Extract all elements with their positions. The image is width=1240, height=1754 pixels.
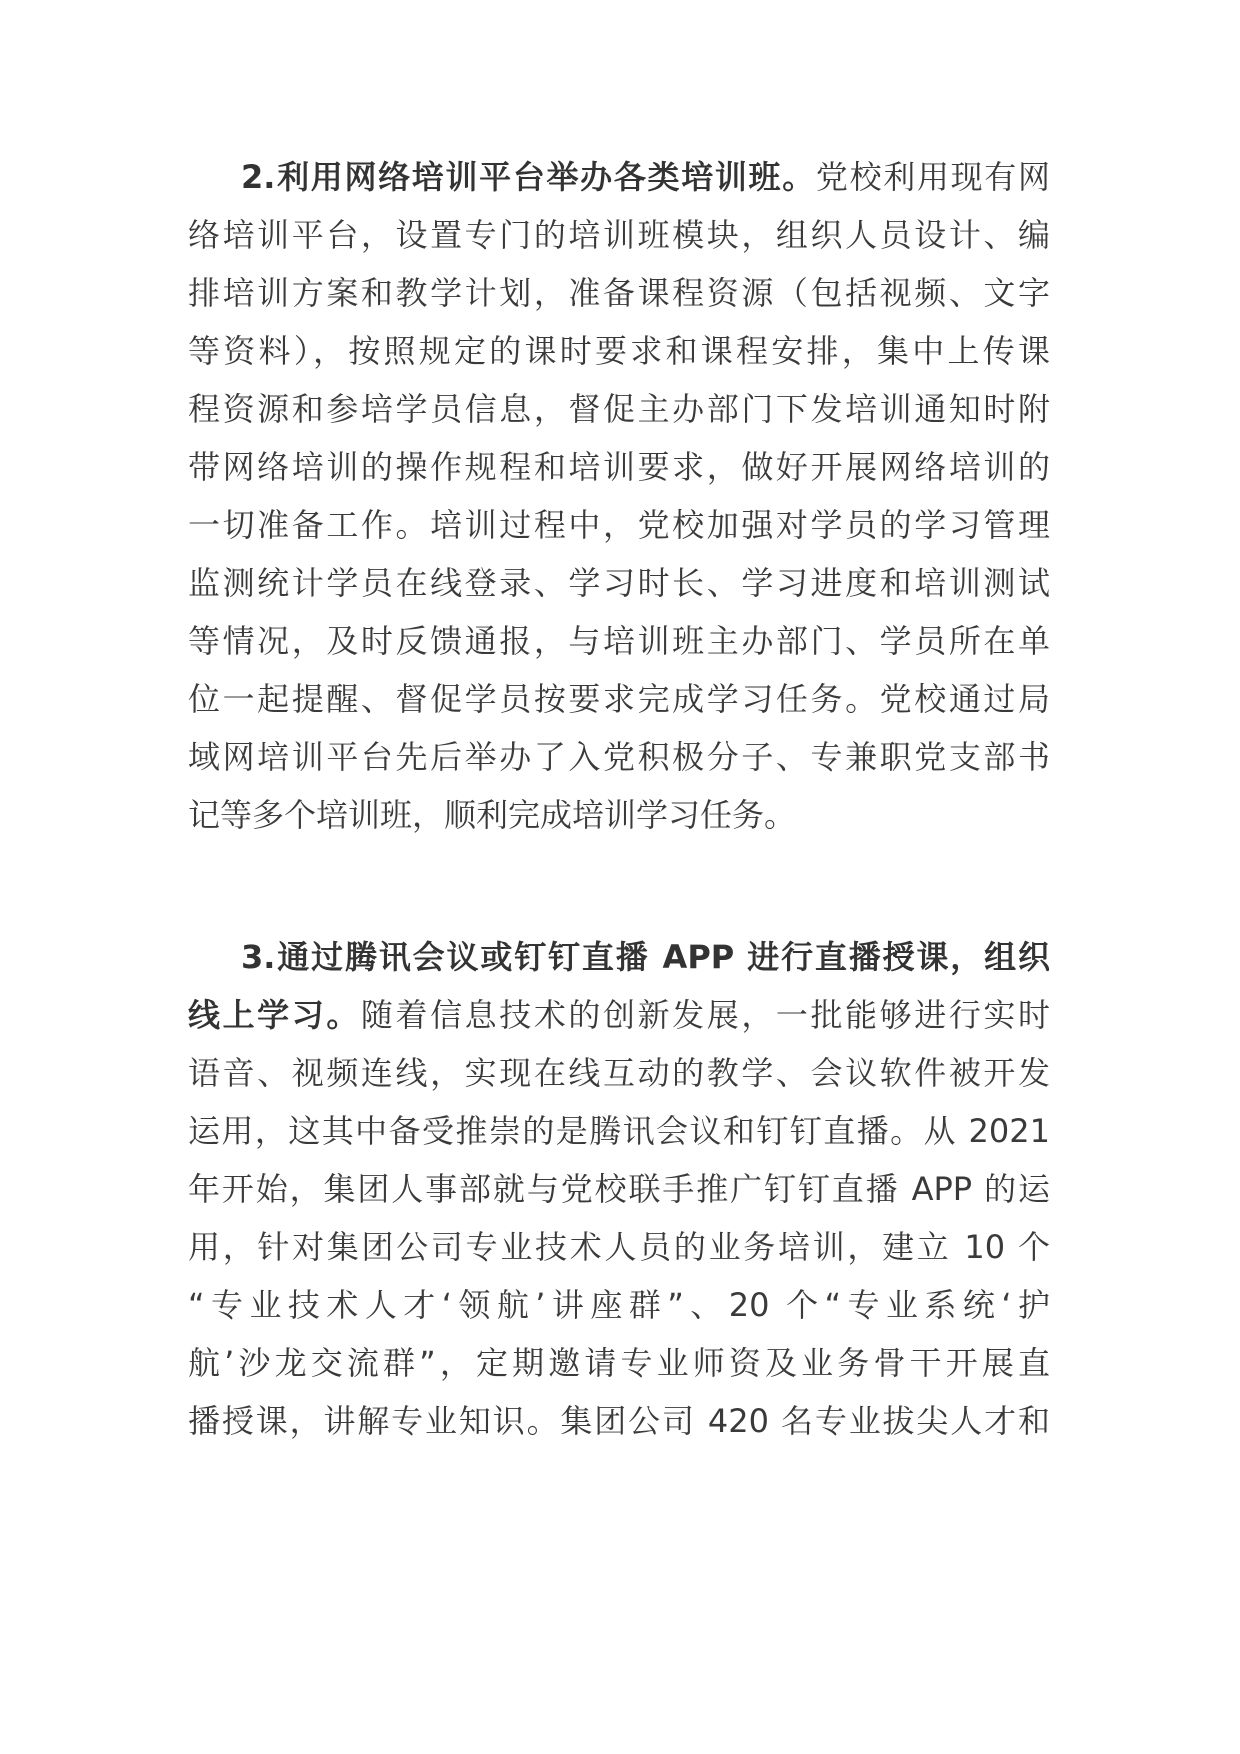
section-3-heading: 3.通过腾讯会议或钉钉直播 APP 进行直播授课，组织 bbox=[241, 938, 1050, 976]
line-text: 年开始，集团人事部就与党校联手推广钉钉直播 APP 的运 bbox=[188, 1170, 1050, 1208]
line-text: 随着信息技术的创新发展，一批能够进行实时 bbox=[360, 996, 1050, 1034]
line-text: 络培训平台，设置专门的培训班模块，组织人员设计、编 bbox=[188, 216, 1050, 254]
line-text: 记等多个培训班，顺利完成培训学习任务。 bbox=[188, 796, 797, 834]
paragraph-line bbox=[188, 505, 1050, 545]
paragraph-line bbox=[188, 621, 1050, 661]
line-text: 一切准备工作。培训过程中，党校加强对学员的学习管理 bbox=[188, 506, 1050, 544]
line-text: 排培训方案和教学计划，准备课程资源（包括视频、文字 bbox=[188, 274, 1050, 312]
line-text: 等情况，及时反馈通报，与培训班主办部门、学员所在单 bbox=[188, 622, 1050, 660]
line-text: 语音、视频连线，实现在线互动的教学、会议软件被开发 bbox=[188, 1054, 1050, 1092]
paragraph-line bbox=[188, 1227, 1050, 1267]
paragraph-line bbox=[188, 1285, 1050, 1325]
line-text: 带网络培训的操作规程和培训要求，做好开展网络培训的 bbox=[188, 448, 1050, 486]
paragraph-line bbox=[188, 563, 1050, 603]
line-text: “专业技术人才‘领航’讲座群”、20 个“专业系统‘护 bbox=[188, 1286, 1050, 1324]
line-text: 用，针对集团公司专业技术人员的业务培训，建立 10 个 bbox=[188, 1228, 1050, 1266]
line-text: 播授课，讲解专业知识。集团公司 420 名专业拔尖人才和 bbox=[188, 1402, 1050, 1440]
paragraph-line bbox=[188, 1053, 1050, 1093]
paragraph-line bbox=[188, 679, 1050, 719]
paragraph-line bbox=[188, 995, 1050, 1035]
section-3-heading-cont: 线上学习。 bbox=[188, 996, 361, 1034]
paragraph-line bbox=[188, 331, 1050, 371]
paragraph-line bbox=[188, 1343, 1050, 1383]
paragraph-line bbox=[188, 215, 1050, 255]
line-text: 位一起提醒、督促学员按要求完成学习任务。党校通过局 bbox=[188, 680, 1050, 718]
paragraph-line bbox=[188, 389, 1050, 429]
line-text: 航’沙龙交流群”，定期邀请专业师资及业务骨干开展直 bbox=[188, 1344, 1050, 1382]
paragraph-line bbox=[188, 1401, 1050, 1441]
line-text: 等资料），按照规定的课时要求和课程安排，集中上传课 bbox=[188, 332, 1050, 370]
paragraph-line bbox=[188, 737, 1050, 777]
paragraph-line bbox=[188, 1169, 1050, 1209]
paragraph-line bbox=[188, 1111, 1050, 1151]
paragraph-line bbox=[188, 447, 1050, 487]
line-text: 域网培训平台先后举办了入党积极分子、专兼职党支部书 bbox=[188, 738, 1050, 776]
section-2-heading: 2.利用网络培训平台举办各类培训班。 bbox=[241, 158, 816, 196]
paragraph-line bbox=[188, 157, 1050, 197]
paragraph-line bbox=[188, 795, 1050, 835]
line-text: 党校利用现有网 bbox=[815, 158, 1050, 196]
line-text: 监测统计学员在线登录、学习时长、学习进度和培训测试 bbox=[188, 564, 1050, 602]
line-text: 程资源和参培学员信息，督促主办部门下发培训通知时附 bbox=[188, 390, 1050, 428]
paragraph-line bbox=[188, 937, 1050, 977]
paragraph-line bbox=[188, 273, 1050, 313]
line-text: 运用，这其中备受推崇的是腾讯会议和钉钉直播。从 2021 bbox=[188, 1112, 1050, 1150]
